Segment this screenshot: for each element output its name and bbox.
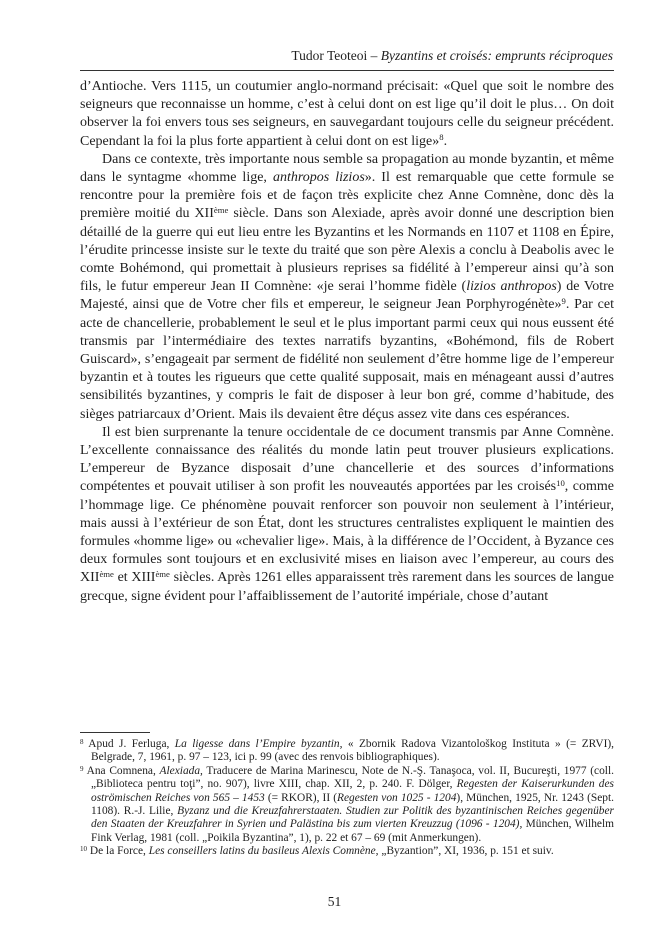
paragraph-1-text: d’Antioche. Vers 1115, un coutumier anglo-normand précisait: «Quel que soit le nombre des seigneurs que reconnaisse un homme, c’est à celui dont on est lige qu’il doit le plus… On doit observer la foi envers tous ses seigneurs, en sauvegardant toujours celle du seigneur précédent. Cependant la foi la plus forte appartient à celui dont on est lige»	[80, 79, 614, 149]
running-header	[291, 48, 613, 64]
header-author: Tudor Teoteoi	[291, 48, 368, 63]
footnote-10	[80, 845, 614, 858]
paragraph-2-part-d: ) de Votre Majesté, ainsi que de Votre cher fils et empereur, le seigneur Jean Porphyrogénète»	[80, 279, 614, 313]
footnote-text: Traducere de Marina Marinescu, Note de N.-Ş. Tanaşoca, vol. II, Bucureşti, 1977 (coll. „Biblioteca pentru toţi”, no. 907), livre XIII, chap. XII, 2, p. 240. F. Dölger,	[91, 764, 614, 791]
footnote-8	[80, 738, 614, 765]
paragraph-2-italic-a: anthropos lizios	[272, 170, 365, 186]
footnote-separator	[80, 732, 150, 733]
paragraph-2-part-a: Dans ce contexte, très importante nous semble sa propagation au monde byzantin, et même dans le syntagme «homme lige,	[80, 151, 614, 186]
paragraph-2	[80, 151, 614, 424]
paragraph-3-part-d: siècles. Après 1261 elles apparaissent très rarement dans les sources de langue grecque, signe évident pour l’affaiblissement de l’autorité impériale, chose d’autant	[80, 570, 614, 604]
main-text	[80, 78, 614, 606]
page-number: 51	[327, 894, 342, 909]
footnote-number: 8	[80, 737, 84, 746]
paragraph-2-part-e: . Par cet acte de chancellerie, probablement le seul et le plus important parmi ceux qui nous eussent été transmis par l’intermédiaire des textes narratifs byzantins, «Bohémond, fils de Robert Guiscard», s’engageait par serment de fidélité non seulement d’être homme lige de l’empereur byzantin et à toutes les rigueurs que cette qualité supposait, mais en ménageant aussi d’autres sensibilités byzantines, y compris le fait de disposer à leur bon gré, comme d’habitude, des sièges patriarcaux d’Orient. Mais ils devaient être déçus assez vite dans ces espérances.	[80, 297, 614, 422]
paragraph-2-italic-c: lizios anthropos	[466, 279, 557, 295]
header-dash: –	[367, 48, 381, 63]
footnote-italic: Byzanz und die Kreuzfahrerstaaten. Studien zur Politik des byzantinischen Reiches gegenüber den Staaten der Kreuzfahrer in Syrien und Palästina bis zum vierten Kreuzzug (1096 - 1204),	[91, 805, 614, 831]
century-suffix: ème	[155, 568, 170, 579]
century-suffix: ème	[99, 568, 114, 579]
footnote-ref-9[interactable]: 9	[561, 295, 566, 306]
paragraph-1	[80, 78, 614, 151]
header-rule	[80, 70, 614, 71]
paragraph-3-part-b: , comme l’hommage lige. Ce phénomène pouvait renforcer son pouvoir non seulement à l’intérieur, mais aussi à l’extérieur de son État, dont les structures centralistes expliquent le maintien des formules «homme lige» ou «chevalier lige». Mais, à la différence de l’Occident, à Byzance ces deux formules sont toujours et en exclusivité mises en liaison avec l’empereur, au cours des XII	[80, 479, 614, 586]
footnote-ref-10[interactable]: 10	[556, 477, 565, 488]
century-suffix: ème	[213, 204, 229, 215]
paragraph-3-part-c: et XIII	[113, 570, 156, 586]
footnote-text: De la Force,	[87, 845, 149, 858]
footnote-9	[80, 765, 614, 845]
paragraph-2-part-c: siècle. Dans son Alexiade, après avoir donné une description bien détaillé de la guerre qui eut lieu entre les Byzantins et les Normands en 1107 et 1108 en Épire, l’érudite princesse insiste sur le texte du traité que son père Alexis a conclu à Deabolis avec le comte Bohémond, qui promettait à plusieurs reprises sa fidélité à l’empereur ainsi qu’à son fils, le futur empereur Jean II Comnène: «je serai l’homme fidèle (	[80, 206, 615, 295]
footnote-text: München, Wilhelm Fink Verlag, 1981 (coll. „Poikila Byzantina”, 1), p. 22 et 67 – 69 (mit Anmerkungen).	[91, 818, 614, 844]
footnote-italic: Les conseillers latins du basileus Alexis Comnène,	[148, 845, 379, 858]
paragraph-2-part-b: ». Il est remarquable que cette formule se rencontre pour la première fois et de façon très explicite chez Anne Comnène, donc dès la première moitié du XII	[80, 170, 614, 222]
footnote-number: 10	[80, 845, 88, 854]
footnotes	[80, 738, 614, 859]
footnote-number: 9	[80, 764, 84, 773]
footnote-text: Ana Comnena,	[83, 764, 160, 777]
paragraph-3-part-a: Il est bien surprenante la tenure occidentale de ce document transmis par Anne Comnène. L’excellente connaissance des réalités du monde latin peut trouver plusieurs explications. L’empereur de Byzance disposait d’une chancellerie et des sources d’informations compétentes et pouvait utiliser à son profit les nouveautés apportées par les croisés	[80, 424, 614, 495]
footnote-text: ), München, 1925, Nr. 1243 (Sept. 1108). R.-J. Lilie,	[91, 791, 614, 818]
footnote-italic: Regesten von 1025 - 1204	[337, 791, 457, 804]
footnote-italic: La ligesse dans l’Empire byzantin,	[174, 738, 343, 750]
footnote-italic: Regesten der Kaiserurkunden des oströmischen Reiches von 565 – 1453	[91, 778, 614, 804]
footnote-text: Apud J. Ferluga,	[83, 738, 175, 750]
footnote-ref-8[interactable]: 8	[439, 131, 444, 142]
paragraph-3	[80, 424, 614, 606]
footnote-text: „Byzantion”, XI, 1936, p. 151 et suiv.	[378, 845, 554, 858]
paragraph-1-end: .	[443, 133, 448, 149]
footnote-text: « Zbornik Radova Vizantološkog Instituta » (= ZRVI), Belgrade, 7, 1961, p. 97 – 123, ici p. 99 (avec des renvois bibliographiques).	[91, 738, 614, 764]
footnote-italic: Alexiada,	[159, 764, 203, 777]
footnote-text: (= RKOR), II (	[264, 791, 338, 804]
header-title: Byzantins et croisés: emprunts réciproques	[380, 48, 613, 63]
